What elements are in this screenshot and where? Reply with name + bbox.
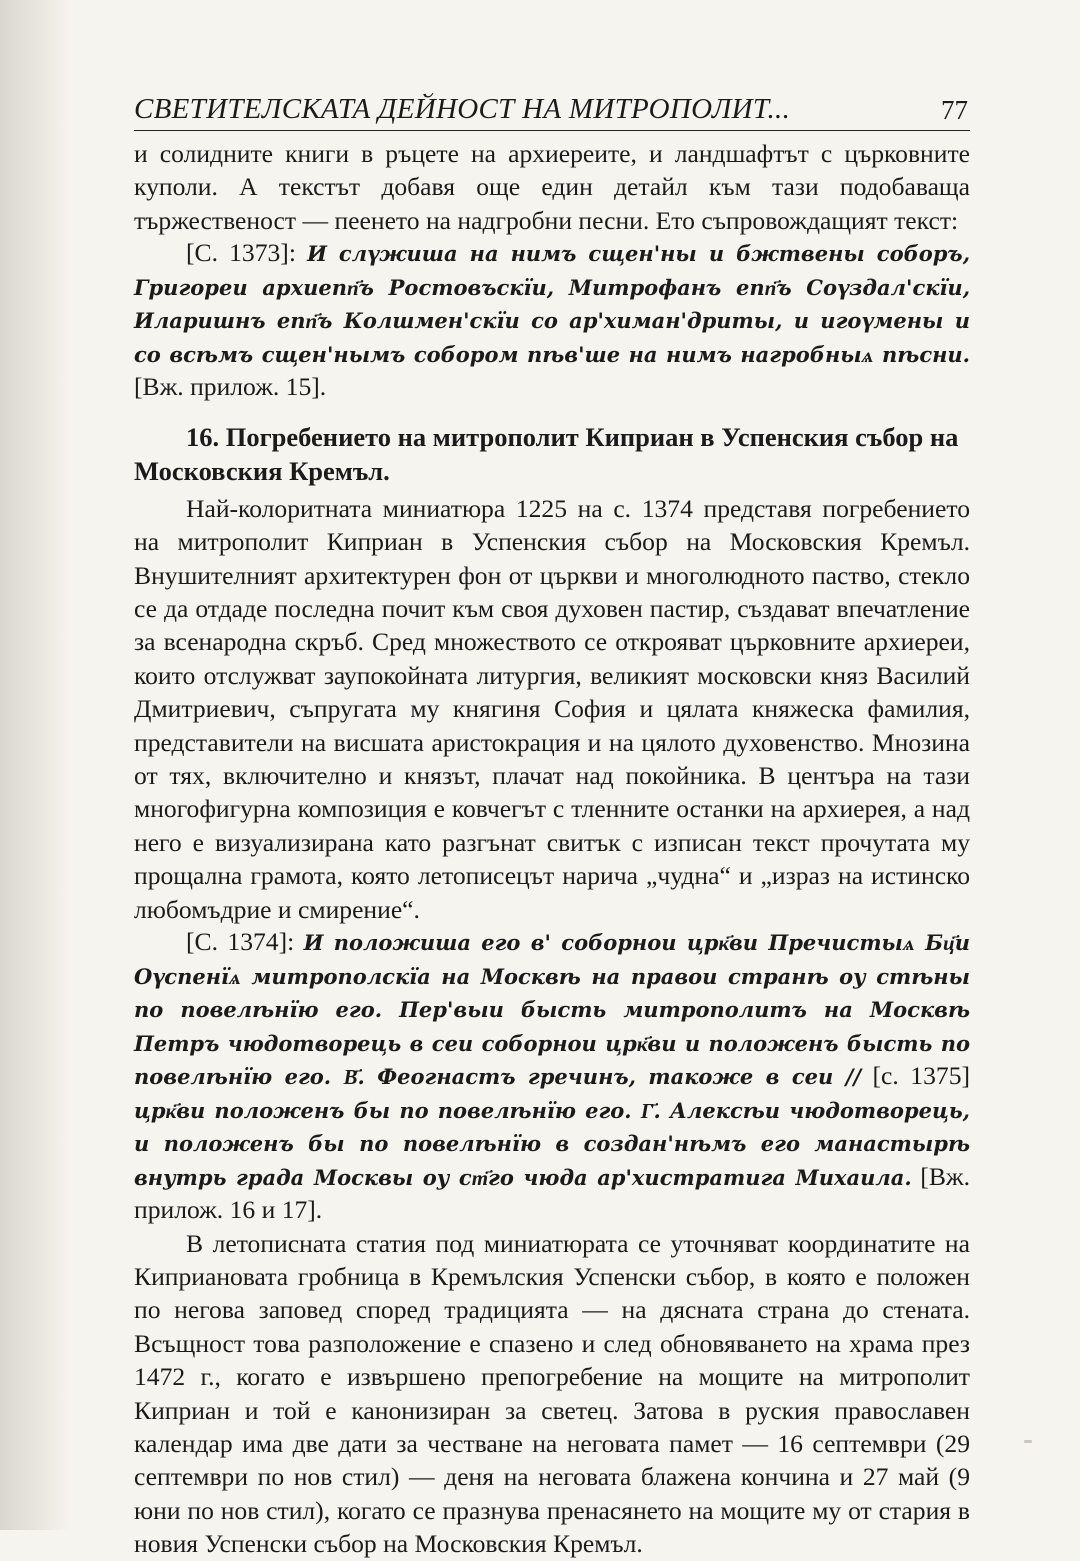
paragraph-continuation: и солидните книги в ръцете на архиереите, и ландшафтът с църковните куполи. А текстът добавя още един детайл към тази подобаваща тържественост — пеенето на надгробни песни. Ето съпровождащият текст: — [134, 139, 970, 235]
paragraph-miniature-description: Най-колоритната миниатюра 1225 на с. 1374 представя погребението на митрополит Киприан в Успенския събор на Московския Кремъл. Внушителният архитектурен фон от църкви и многолюдното паство, стекло се да отдаде последна почит към своя духовен пастир, създават впечатление за всенародна скръб. Сред множеството се открояват църковните архиереи, които отслужват заупокойната литургия, великият московски княз Василий Дмитриевич, съпругата му княгиня София и цялата княжеска фамилия, представители на висшата аристокрация и на цялото духовенство. Мнозина от тях, включително и князът, плачат над покойника. В центъра на тази многофигурна композиция е ковчегът с тленните останки на архиерея, а над него е визуализирана като разгънат свитък с изписан текст прочутата му прощална грамота, която летописецът нарича „чудна“ и „израз на истинско любомъдрие и смирение“. — [134, 493, 970, 924]
quote-reference: [С. 1373]: — [186, 238, 296, 268]
church-slavonic-text: црк҃ви положенъ бы по повелѣнїю его. Г҃. Алексѣи чюдотворець, и положенъ бы по повелѣнїю в создан'нѣмъ его манастырѣ внутрь града Москвы оу ст҃го чюда ар'хистратига Михаила. — [134, 1097, 970, 1190]
running-header — [134, 86, 970, 131]
page-number: 77 — [941, 95, 968, 125]
running-title: СВЕТИТЕЛСКАТА ДЕЙНОСТ НА МИТРОПОЛИТ... — [134, 93, 791, 125]
page-reference: [с. 1375] — [872, 1061, 971, 1090]
chronicle-quote-1374 — [134, 926, 970, 1227]
appendix-reference: [Вж. прилож. 15]. — [134, 372, 327, 402]
book-page — [134, 86, 970, 1561]
appendix-reference: [Вж. прилож. 16 и 17]. — [134, 1161, 970, 1224]
quote-reference: [С. 1374]: — [186, 927, 295, 956]
paragraph-tomb-location: В летописната статия под миниатюрата се уточняват координатите на Киприановата гробница в Кремълския Успенски събор, в която е положен по негова заповед според традицията — на дясната страна до стената. Всъщност това разположение е спазено и след обновяването на храма през 1472 г., когато е извършено препогребение на мощите на митрополит Киприан и той е канонизиран за светец. Затова в руския православен календар има две дати за честване на неговата памет — 16 септември (29 септември по нов стил) — деня на неговата блажена кончина и 27 май (9 юни по нов стил), когато се празнува пренасянето на мощите му от стария в новия Успенски събор на Московския Кремъл. — [134, 1228, 970, 1559]
scan-mark — [1024, 1440, 1032, 1443]
church-slavonic-text: И слүжиша на нимъ сщен'ны и бжтвены соборъ, Григореи архиепп҃ъ Ростовъскїи, Митрофанъ епп҃ъ Соүздал'скїи, Иларишнъ епп҃ъ Колшмен'скїи со ар'химан'дриты, и игоүмены и со всѣмъ сщен'нымъ собором пѣв'ше на нимъ нагробныѧ пѣсни. — [134, 241, 971, 367]
chronicle-quote-1373 — [134, 237, 970, 404]
book-gutter-shadow — [0, 0, 70, 1530]
section-heading-16: 16. Погребението на митрополит Киприан в Успенския събор на Московския Кремъл. — [134, 421, 959, 486]
page-body — [134, 137, 970, 1561]
church-slavonic-text: И положиша его в' соборнои црк҃ви Пречистыѧ Бц҃и Оүспенїѧ митрополскїа на Москвѣ на правои странѣ оу стѣны по повелѣнїю его. Пер'выи бысть митрополитъ на Москвѣ Петръ чюдотворець в сеи соборнои црк҃ви и положенъ бысть по повелѣнїю его. В҃. Феогнастъ гречинъ, такоже в сеи // — [134, 930, 970, 1089]
